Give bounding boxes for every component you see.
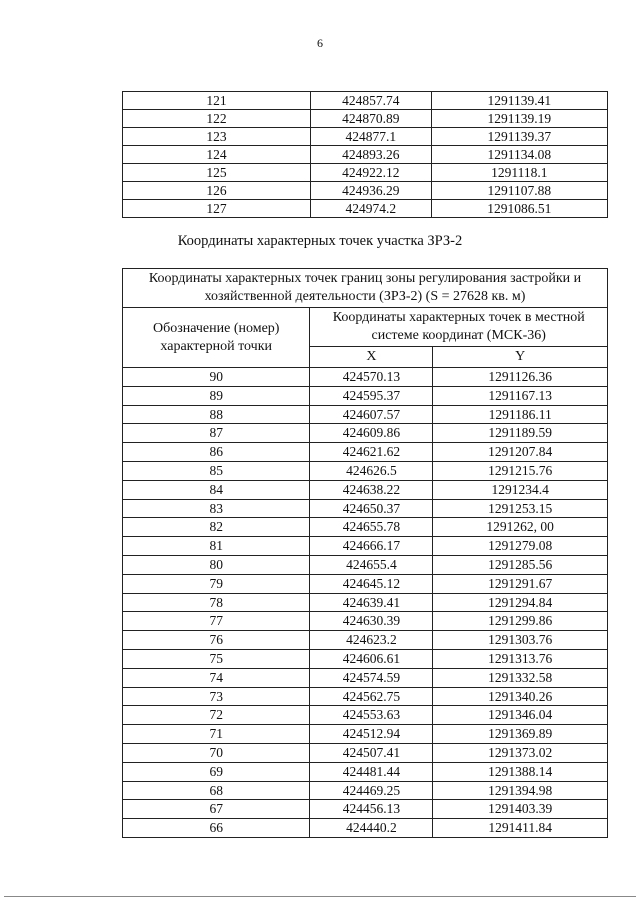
table-row	[123, 480, 608, 499]
table-row	[123, 368, 608, 387]
table-row	[123, 781, 608, 800]
point-number-cell: 76	[123, 631, 310, 650]
point-header-line-2: характерной точки	[160, 338, 273, 354]
point-number-cell: 125	[123, 164, 311, 182]
y-coordinate-cell: 1291299.86	[433, 612, 608, 631]
y-coordinate-cell: 1291303.76	[433, 631, 608, 650]
point-number-cell: 80	[123, 555, 310, 574]
point-number-cell: 88	[123, 405, 310, 424]
point-designation-header	[123, 308, 310, 368]
point-number-cell: 81	[123, 537, 310, 556]
y-coordinate-cell: 1291215.76	[433, 461, 608, 480]
point-number-cell: 90	[123, 368, 310, 387]
point-number-cell: 73	[123, 687, 310, 706]
x-coordinate-cell: 424570.13	[310, 368, 433, 387]
x-coordinate-cell: 424655.78	[310, 518, 433, 537]
table-row	[123, 461, 608, 480]
point-number-cell: 84	[123, 480, 310, 499]
table-row	[123, 182, 608, 200]
point-header-line-1: Обозначение (номер)	[152, 320, 280, 336]
table-header	[123, 269, 608, 368]
y-coordinate-cell: 1291086.51	[431, 200, 607, 218]
y-coordinate-cell: 1291313.76	[433, 649, 608, 668]
y-coordinate-cell: 1291346.04	[433, 706, 608, 725]
x-coordinate-cell: 424626.5	[310, 461, 433, 480]
point-number-cell: 126	[123, 182, 311, 200]
table-row	[123, 762, 608, 781]
x-coordinate-cell: 424639.41	[310, 593, 433, 612]
y-coordinate-cell: 1291394.98	[433, 781, 608, 800]
table-row	[123, 424, 608, 443]
y-coordinate-cell: 1291294.84	[433, 593, 608, 612]
table-row	[123, 92, 608, 110]
point-number-cell: 74	[123, 668, 310, 687]
x-coordinate-cell: 424609.86	[310, 424, 433, 443]
y-coordinate-cell: 1291207.84	[433, 443, 608, 462]
table-caption	[123, 269, 608, 308]
table-row	[123, 405, 608, 424]
x-coordinate-cell: 424650.37	[310, 499, 433, 518]
table-row	[123, 110, 608, 128]
y-coordinate-cell: 1291139.19	[431, 110, 607, 128]
y-coordinate-cell: 1291189.59	[433, 424, 608, 443]
x-coordinate-cell: 424456.13	[310, 800, 433, 819]
table-row	[123, 819, 608, 838]
coordinates-table-continued-body	[123, 92, 608, 218]
x-coordinate-cell: 424507.41	[310, 743, 433, 762]
point-number-cell: 123	[123, 128, 311, 146]
coordinates-table-zrz2	[122, 268, 608, 838]
x-coordinate-cell: 424638.22	[310, 480, 433, 499]
table-row	[123, 649, 608, 668]
x-coordinate-cell: 424655.4	[310, 555, 433, 574]
point-number-cell: 127	[123, 200, 311, 218]
y-coordinate-cell: 1291291.67	[433, 574, 608, 593]
y-coordinate-cell: 1291134.08	[431, 146, 607, 164]
point-number-cell: 83	[123, 499, 310, 518]
x-coordinate-cell: 424645.12	[310, 574, 433, 593]
table-row	[123, 631, 608, 650]
table-row	[123, 725, 608, 744]
point-number-cell: 71	[123, 725, 310, 744]
header-row-1	[123, 308, 608, 347]
x-coordinate-cell: 424893.26	[311, 146, 432, 164]
x-coordinate-cell: 424870.89	[311, 110, 432, 128]
y-coordinate-cell: 1291373.02	[433, 743, 608, 762]
table-row	[123, 687, 608, 706]
y-coordinate-cell: 1291167.13	[433, 386, 608, 405]
point-number-cell: 85	[123, 461, 310, 480]
x-coordinate-cell: 424922.12	[311, 164, 432, 182]
y-coordinate-cell: 1291388.14	[433, 762, 608, 781]
point-number-cell: 79	[123, 574, 310, 593]
y-coordinate-cell: 1291126.36	[433, 368, 608, 387]
point-number-cell: 75	[123, 649, 310, 668]
y-coordinate-cell: 1291285.56	[433, 555, 608, 574]
x-coordinate-cell: 424974.2	[311, 200, 432, 218]
x-coordinate-cell: 424595.37	[310, 386, 433, 405]
y-coordinate-cell: 1291234.4	[433, 480, 608, 499]
x-coordinate-cell: 424481.44	[310, 762, 433, 781]
y-coordinate-cell: 1291139.37	[431, 128, 607, 146]
page-number: 6	[317, 36, 323, 50]
table-row	[123, 146, 608, 164]
y-coordinate-cell: 1291411.84	[433, 819, 608, 838]
table-row	[123, 612, 608, 631]
table-row	[123, 499, 608, 518]
table-row	[123, 537, 608, 556]
x-coordinate-cell: 424607.57	[310, 405, 433, 424]
y-coordinate-cell: 1291186.11	[433, 405, 608, 424]
x-header: X	[310, 347, 433, 368]
table-row	[123, 518, 608, 537]
coordinates-header	[310, 308, 608, 347]
x-coordinate-cell: 424606.61	[310, 649, 433, 668]
table-row	[123, 386, 608, 405]
coordinates-table-continued	[122, 91, 608, 218]
table-row	[123, 200, 608, 218]
y-coordinate-cell: 1291262, 00	[433, 518, 608, 537]
y-coordinate-cell: 1291369.89	[433, 725, 608, 744]
table-row	[123, 164, 608, 182]
coordinates-table-zrz2-body	[123, 368, 608, 838]
table-row	[123, 555, 608, 574]
point-number-cell: 121	[123, 92, 311, 110]
y-coordinate-cell: 1291253.15	[433, 499, 608, 518]
x-coordinate-cell: 424562.75	[310, 687, 433, 706]
y-coordinate-cell: 1291107.88	[431, 182, 607, 200]
x-coordinate-cell: 424877.1	[311, 128, 432, 146]
x-coordinate-cell: 424574.59	[310, 668, 433, 687]
x-coordinate-cell: 424512.94	[310, 725, 433, 744]
table-row	[123, 574, 608, 593]
x-coordinate-cell: 424857.74	[311, 92, 432, 110]
point-number-cell: 78	[123, 593, 310, 612]
point-number-cell: 89	[123, 386, 310, 405]
table-row	[123, 706, 608, 725]
table-row	[123, 743, 608, 762]
point-number-cell: 67	[123, 800, 310, 819]
x-coordinate-cell: 424936.29	[311, 182, 432, 200]
point-number-cell: 70	[123, 743, 310, 762]
point-number-cell: 68	[123, 781, 310, 800]
point-number-cell: 87	[123, 424, 310, 443]
coords-header-line-1: Координаты характерных точек в местной	[332, 310, 585, 325]
x-coordinate-cell: 424666.17	[310, 537, 433, 556]
point-number-cell: 86	[123, 443, 310, 462]
point-number-cell: 66	[123, 819, 310, 838]
y-coordinate-cell: 1291332.58	[433, 668, 608, 687]
table-row	[123, 128, 608, 146]
coords-header-line-2: системе координат (МСК-36)	[371, 328, 546, 343]
y-coordinate-cell: 1291403.39	[433, 800, 608, 819]
y-coordinate-cell: 1291118.1	[431, 164, 607, 182]
y-coordinate-cell: 1291139.41	[431, 92, 607, 110]
table-row	[123, 593, 608, 612]
y-coordinate-cell: 1291279.08	[433, 537, 608, 556]
x-coordinate-cell: 424469.25	[310, 781, 433, 800]
x-coordinate-cell: 424623.2	[310, 631, 433, 650]
x-coordinate-cell: 424440.2	[310, 819, 433, 838]
x-coordinate-cell: 424553.63	[310, 706, 433, 725]
point-number-cell: 69	[123, 762, 310, 781]
table-row	[123, 800, 608, 819]
caption-line-1: Координаты характерных точек границ зоны регулирования застройки и	[148, 271, 582, 286]
x-coordinate-cell: 424630.39	[310, 612, 433, 631]
point-number-cell: 82	[123, 518, 310, 537]
section-title: Координаты характерных точек участка ЗРЗ-2	[177, 233, 463, 249]
y-header: Y	[433, 347, 608, 368]
x-coordinate-cell: 424621.62	[310, 443, 433, 462]
caption-row	[123, 269, 608, 308]
caption-line-2: хозяйственной деятельности (ЗРЗ-2) (S = 27628 кв. м)	[204, 289, 526, 304]
point-number-cell: 122	[123, 110, 311, 128]
point-number-cell: 77	[123, 612, 310, 631]
page-bottom-border	[4, 896, 636, 897]
y-coordinate-cell: 1291340.26	[433, 687, 608, 706]
table-row	[123, 443, 608, 462]
table-row	[123, 668, 608, 687]
point-number-cell: 124	[123, 146, 311, 164]
point-number-cell: 72	[123, 706, 310, 725]
